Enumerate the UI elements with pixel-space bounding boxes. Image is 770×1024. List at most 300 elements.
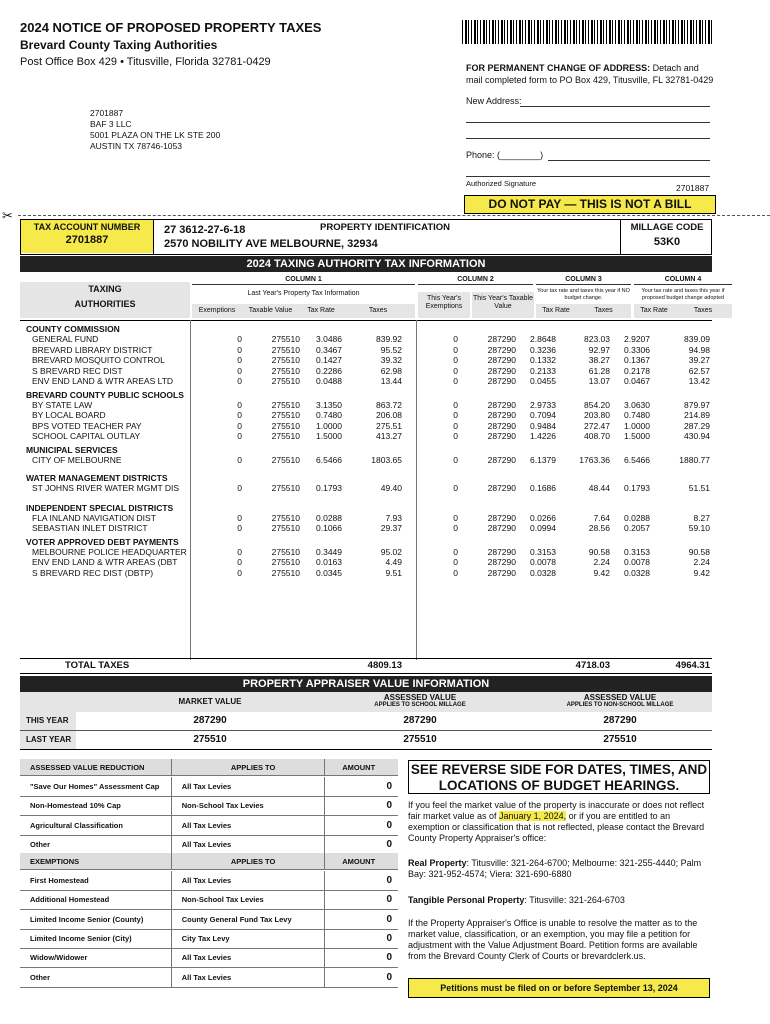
last-year-info-label: Last Year's Property Tax Information <box>247 290 360 297</box>
this-years-taxable-header: This Year's Taxable Value <box>472 292 534 318</box>
reduction-row <box>20 835 398 855</box>
cell-last-taxable: 275510 <box>271 546 300 557</box>
reduction-amount: 0 <box>324 777 398 796</box>
reduction-amount: 0 <box>324 796 398 815</box>
cell-authority: ENV END LAND & WTR AREAS LTD <box>32 376 174 386</box>
cell-this-exemptions: 0 <box>453 512 458 523</box>
detach-line <box>18 215 770 216</box>
cell-authority: ENV END LAND & WTR AREAS (DBT <box>32 557 178 567</box>
cell-this-exemptions: 0 <box>453 557 458 567</box>
cell-last-exemptions: 0 <box>237 355 242 365</box>
cell-last-taxes: 49.40 <box>380 483 402 493</box>
cell-last-taxes: 95.02 <box>380 546 402 557</box>
cell-col4-taxes: 13.42 <box>688 376 710 386</box>
cell-col4-rate: 0.7480 <box>624 410 650 420</box>
signature-line[interactable] <box>466 176 710 177</box>
total-taxes-row <box>20 658 712 674</box>
this-year-school: 287290 <box>403 715 437 726</box>
millage-code: 53K0 <box>653 236 681 248</box>
cell-last-rate: 1.0000 <box>316 420 342 431</box>
cell-last-taxes: 62.98 <box>380 365 402 376</box>
barcode-image <box>462 20 712 44</box>
phone-label: Phone: (________) <box>466 150 544 160</box>
exemption-header-row <box>20 853 398 870</box>
change-of-address-note <box>466 62 716 86</box>
cell-last-rate: 6.5466 <box>316 454 342 465</box>
cell-this-exemptions: 0 <box>453 567 458 578</box>
cell-last-exemptions: 0 <box>237 546 242 557</box>
cell-col4-rate: 0.0078 <box>624 557 650 567</box>
cell-authority: BPS VOTED TEACHER PAY <box>32 420 142 431</box>
cell-col4-taxes: 287.29 <box>684 420 710 431</box>
exemption-label: Other <box>30 972 51 982</box>
last-year-nonschool: 275510 <box>603 734 637 745</box>
scissors-icon: ✂ <box>2 208 13 223</box>
last-year-market: 275510 <box>193 734 227 745</box>
note-para1-before: If you feel the market value of the property is inaccurate or does not reflect fair market value as of <box>408 800 705 821</box>
reduction-row <box>20 796 398 816</box>
this-year-market: 287290 <box>193 715 227 726</box>
phone-line[interactable] <box>548 160 710 161</box>
last-year-row <box>20 731 712 750</box>
cell-last-taxable: 275510 <box>271 523 300 533</box>
group-heading: INDEPENDENT SPECIAL DISTRICTS <box>26 502 174 513</box>
cell-last-taxes: 9.51 <box>385 567 402 578</box>
cell-col3-rate: 1.4226 <box>530 431 556 441</box>
tax-row <box>20 547 712 557</box>
total-col4: 4964.31 <box>675 660 710 671</box>
tax-rate-subheader: Tax Rate <box>307 307 335 314</box>
cell-last-rate: 0.1066 <box>316 523 342 533</box>
reduction-amount: 0 <box>324 816 398 835</box>
cell-this-exemptions: 0 <box>453 365 458 376</box>
cell-col4-taxes: 879.97 <box>684 399 710 410</box>
reverse-side-heading: SEE REVERSE SIDE FOR DATES, TIMES, AND LOCATIONS OF BUDGET HEARINGS. <box>408 760 710 794</box>
mailing-line-1: 2701887 <box>90 108 124 118</box>
cell-col4-rate: 0.0467 <box>624 376 650 386</box>
cell-last-exemptions: 0 <box>237 523 242 533</box>
col4-taxes-subheader: Taxes <box>693 307 713 314</box>
exemption-row <box>20 910 398 930</box>
tax-row <box>20 523 712 533</box>
reduction-label: Agricultural Classification <box>30 820 123 830</box>
cell-this-taxable: 287290 <box>487 523 516 533</box>
cell-this-taxable: 287290 <box>487 399 516 410</box>
tax-row <box>20 431 712 441</box>
cell-last-taxes: 275.51 <box>376 420 402 431</box>
group-heading: BREVARD COUNTY PUBLIC SCHOOLS <box>26 389 184 400</box>
cell-col3-taxes: 9.42 <box>593 567 610 578</box>
exemption-applies-to: All Tax Levies <box>171 948 325 967</box>
note-date-highlight: January 1, 2024, <box>499 811 567 821</box>
cell-col3-taxes: 48.44 <box>588 483 610 493</box>
appraiser-header <box>20 692 712 712</box>
exemption-row <box>20 890 398 910</box>
cell-this-exemptions: 0 <box>453 376 458 386</box>
tax-table-title: 2024 TAXING AUTHORITY TAX INFORMATION <box>20 256 712 272</box>
cell-last-taxes: 39.32 <box>380 355 402 365</box>
cell-col4-rate: 0.0328 <box>624 567 650 578</box>
reduction-applies-to: All Tax Levies <box>171 777 325 796</box>
column-1-label: COLUMN 1 <box>192 276 415 285</box>
mailing-line-3: 5001 PLAZA ON THE LK STE 200 <box>90 130 221 140</box>
cell-col3-taxes: 92.97 <box>588 344 610 355</box>
cell-this-taxable: 287290 <box>487 344 516 355</box>
exemption-row <box>20 948 398 968</box>
column-4-subheaders <box>634 304 732 318</box>
cell-last-taxes: 1803.65 <box>371 454 402 465</box>
exemption-label: Limited Income Senior (County) <box>30 914 144 924</box>
cell-last-taxes: 206.08 <box>376 410 402 420</box>
cell-col4-rate: 0.2057 <box>624 523 650 533</box>
cell-last-exemptions: 0 <box>237 454 242 465</box>
cell-col3-rate: 2.8648 <box>530 334 556 344</box>
cell-col3-rate: 0.1686 <box>530 483 556 493</box>
cell-last-rate: 0.7480 <box>316 410 342 420</box>
exemptions-subheader: Exemptions <box>198 307 236 314</box>
cell-col3-rate: 0.3153 <box>530 546 556 557</box>
reduction-label-header: ASSESSED VALUE REDUCTION <box>30 762 145 772</box>
exemption-applies-to: City Tax Levy <box>171 929 325 948</box>
tax-row <box>20 355 712 365</box>
last-year-school: 275510 <box>403 734 437 745</box>
cell-last-taxes: 95.52 <box>380 344 402 355</box>
assessed-nonschool-header: ASSESSED VALUE <box>583 693 657 702</box>
cell-authority: CITY OF MELBOURNE <box>32 454 122 465</box>
note-para1-after: or if you are entitled to an exemption or classification that is not reflected, please contact the Brevard County Property Appraiser's office: <box>408 811 705 843</box>
column-2-label: COLUMN 2 <box>418 276 533 285</box>
cell-col4-taxes: 94.98 <box>688 344 710 355</box>
cell-authority: BREVARD MOSQUITO CONTROL <box>32 355 165 365</box>
exemption-applies-to-header: APPLIES TO <box>171 853 325 869</box>
do-not-pay-banner: DO NOT PAY — THIS IS NOT A BILL <box>464 195 716 214</box>
group-heading: COUNTY COMMISSION <box>26 324 120 334</box>
cell-authority: GENERAL FUND <box>32 334 99 344</box>
cell-col3-taxes: 13.07 <box>588 376 610 386</box>
col3-tax-rate-subheader: Tax Rate <box>542 307 570 314</box>
cell-authority: BREVARD LIBRARY DISTRICT <box>32 344 153 355</box>
applies-nonschool-label: APPLIES TO NON-SCHOOL MILLAGE <box>566 702 674 708</box>
cell-this-taxable: 287290 <box>487 483 516 493</box>
total-taxes-label: TOTAL TAXES <box>65 660 130 671</box>
cell-last-taxable: 275510 <box>271 557 300 567</box>
cell-last-rate: 1.5000 <box>316 431 342 441</box>
value-adjustment-note: If the Property Appraiser's Office is unable to resolve the matter as to the market value, classification, or an exemption, you may file a petition for adjustment with the Value Adjustment Board. Petition forms are available from the Brevard County Clerk of Courts or brevardclerk.us. <box>408 918 698 961</box>
cell-col4-taxes: 1880.77 <box>679 454 710 465</box>
cell-last-taxes: 29.37 <box>380 523 402 533</box>
cell-col3-rate: 2.9733 <box>530 399 556 410</box>
cell-col3-taxes: 272.47 <box>584 420 610 431</box>
cell-last-rate: 0.3467 <box>316 344 342 355</box>
cell-last-rate: 3.0486 <box>316 334 342 344</box>
cell-last-rate: 0.0345 <box>316 567 342 578</box>
cell-col3-taxes: 61.28 <box>588 365 610 376</box>
assessed-school-header: ASSESSED VALUE <box>383 693 457 702</box>
tax-row <box>20 376 712 386</box>
tax-row <box>20 568 712 578</box>
account-reference: 2701887 <box>676 183 710 193</box>
cell-col4-rate: 0.1793 <box>624 483 650 493</box>
cell-col4-taxes: 51.51 <box>688 483 710 493</box>
last-year-label: LAST YEAR <box>20 731 76 749</box>
cell-authority: FLA INLAND NAVIGATION DIST <box>32 512 156 523</box>
exemption-amount: 0 <box>324 890 398 909</box>
cell-col3-rate: 0.0078 <box>530 557 556 567</box>
taxing-authorities-header <box>20 282 190 318</box>
cell-last-taxes: 863.72 <box>376 399 402 410</box>
cell-authority: ST JOHNS RIVER WATER MGMT DIS <box>32 483 180 493</box>
exemption-amount: 0 <box>324 929 398 948</box>
situs-address: 2570 NOBILITY AVE MELBOURNE, 32934 <box>164 238 378 250</box>
cell-col3-taxes: 38.27 <box>588 355 610 365</box>
this-year-label: THIS YEAR <box>20 712 76 730</box>
cell-col3-taxes: 823.03 <box>584 334 610 344</box>
tax-row <box>20 455 712 465</box>
taxes-subheader: Taxes <box>368 307 388 314</box>
new-address-line-3[interactable] <box>466 138 710 139</box>
cell-last-taxable: 275510 <box>271 454 300 465</box>
cell-col4-rate: 0.2178 <box>624 365 650 376</box>
column-3-subheaders <box>536 304 631 318</box>
tangible-property-contacts <box>408 895 710 906</box>
notice-title: 2024 NOTICE OF PROPOSED PROPERTY TAXES <box>20 20 322 35</box>
cell-last-rate: 0.1793 <box>316 483 342 493</box>
cell-this-taxable: 287290 <box>487 454 516 465</box>
col-sep-2 <box>416 320 417 660</box>
tax-table-header <box>20 272 725 321</box>
cell-col4-rate: 0.0288 <box>624 512 650 523</box>
exemption-applies-to: All Tax Levies <box>171 968 325 987</box>
cell-last-rate: 0.0488 <box>316 376 342 386</box>
cell-authority: MELBOURNE POLICE HEADQUARTER <box>32 546 187 557</box>
exemption-label-header: EXEMPTIONS <box>30 856 80 866</box>
cell-col3-rate: 0.0994 <box>530 523 556 533</box>
exemption-label: Limited Income Senior (City) <box>30 933 132 943</box>
col4-tax-rate-subheader: Tax Rate <box>640 307 668 314</box>
mailing-line-2: BAF 3 LLC <box>90 119 132 129</box>
cell-last-rate: 0.0163 <box>316 557 342 567</box>
cell-last-taxable: 275510 <box>271 512 300 523</box>
cell-authority: S BREVARD REC DIST (DBTP) <box>32 567 154 578</box>
cell-this-taxable: 287290 <box>487 557 516 567</box>
exemption-row <box>20 929 398 949</box>
cell-col3-taxes: 7.64 <box>593 512 610 523</box>
col3-taxes-subheader: Taxes <box>594 307 613 314</box>
new-address-line-2[interactable] <box>466 122 710 123</box>
cell-this-exemptions: 0 <box>453 431 458 441</box>
cell-col3-rate: 0.3236 <box>530 344 556 355</box>
cell-col4-taxes: 2.24 <box>693 557 710 567</box>
exemption-label: Widow/Widower <box>30 953 88 963</box>
account-frame <box>20 219 712 255</box>
cell-last-exemptions: 0 <box>237 410 242 420</box>
tax-row <box>20 557 712 567</box>
cell-col4-taxes: 839.09 <box>684 334 710 344</box>
cell-col4-rate: 1.5000 <box>624 431 650 441</box>
cell-last-rate: 0.2286 <box>316 365 342 376</box>
mailing-line-4: AUSTIN TX 78746-1053 <box>90 141 182 151</box>
cell-col3-rate: 0.0455 <box>530 376 556 386</box>
exemption-applies-to: Non-School Tax Levies <box>171 890 325 909</box>
cell-authority: S BREVARD REC DIST <box>32 365 123 376</box>
cell-last-taxes: 413.27 <box>376 431 402 441</box>
cell-this-exemptions: 0 <box>453 334 458 344</box>
cell-col4-rate: 1.0000 <box>624 420 650 431</box>
cell-col4-taxes: 8.27 <box>693 512 710 523</box>
cell-col3-taxes: 28.56 <box>588 523 610 533</box>
tax-row <box>20 483 712 493</box>
reduction-applies-to-header: APPLIES TO <box>171 759 325 775</box>
exemption-row <box>20 968 398 988</box>
cell-col3-taxes: 90.58 <box>588 546 610 557</box>
cell-col4-rate: 3.0630 <box>624 399 650 410</box>
cell-this-taxable: 287290 <box>487 355 516 365</box>
cell-authority: SEBASTIAN INLET DISTRICT <box>32 523 148 533</box>
cell-last-exemptions: 0 <box>237 365 242 376</box>
cell-col4-taxes: 90.58 <box>688 546 710 557</box>
cell-last-taxes: 4.49 <box>385 557 402 567</box>
cell-last-rate: 0.1427 <box>316 355 342 365</box>
new-address-label: New Address: <box>466 96 522 106</box>
parcel-id: 27 3612-27-6-18 <box>164 224 246 236</box>
cell-col3-taxes: 854.20 <box>584 399 610 410</box>
exemption-amount: 0 <box>324 948 398 967</box>
cell-this-exemptions: 0 <box>453 483 458 493</box>
market-value-header: MARKET VALUE <box>178 697 242 706</box>
col-sep-1 <box>190 320 191 660</box>
cell-this-taxable: 287290 <box>487 365 516 376</box>
reduction-label: Other <box>30 839 51 849</box>
cell-authority: BY LOCAL BOARD <box>32 410 106 420</box>
group-heading: VOTER APPROVED DEBT PAYMENTS <box>26 536 179 547</box>
new-address-line-1[interactable] <box>520 106 710 107</box>
total-col3: 4718.03 <box>575 660 610 671</box>
taxable-value-subheader: Taxable Value <box>248 307 293 314</box>
exemption-row <box>20 871 398 891</box>
group-heading: WATER MANAGEMENT DISTRICTS <box>26 473 168 483</box>
petition-deadline: Petitions must be filed on or before September 13, 2024 <box>408 978 710 998</box>
exemption-applies-to: County General Fund Tax Levy <box>171 910 325 929</box>
cell-last-rate: 0.3449 <box>316 546 342 557</box>
cell-last-taxable: 275510 <box>271 399 300 410</box>
property-identification-label: PROPERTY IDENTIFICATION <box>320 222 451 233</box>
cell-last-taxes: 839.92 <box>376 334 402 344</box>
cell-last-rate: 3.1350 <box>316 399 342 410</box>
exemption-applies-to: All Tax Levies <box>171 871 325 890</box>
this-year-row <box>20 712 712 731</box>
cell-last-taxable: 275510 <box>271 483 300 493</box>
change-of-address-instruction: Detach and mail completed form to PO Box 429, Titusville, FL 32781-0429 <box>466 63 714 85</box>
cell-col3-rate: 0.1332 <box>530 355 556 365</box>
cell-this-exemptions: 0 <box>453 399 458 410</box>
cell-col4-taxes: 62.57 <box>688 365 710 376</box>
tax-row <box>20 345 712 355</box>
millage-label: MILLAGE CODE <box>630 222 704 233</box>
cell-this-exemptions: 0 <box>453 523 458 533</box>
cell-this-taxable: 287290 <box>487 376 516 386</box>
cell-authority: BY STATE LAW <box>32 399 93 410</box>
cell-last-exemptions: 0 <box>237 399 242 410</box>
reduction-row <box>20 777 398 797</box>
tax-table-body <box>20 324 712 656</box>
exemption-label: Additional Homestead <box>30 895 110 905</box>
column-1-subheaders <box>192 304 415 318</box>
exemption-amount: 0 <box>324 910 398 929</box>
cell-this-taxable: 287290 <box>487 431 516 441</box>
mailing-address <box>90 108 220 152</box>
cell-col4-rate: 6.5466 <box>624 454 650 465</box>
cell-last-taxable: 275510 <box>271 365 300 376</box>
tax-account-number: 2701887 <box>65 234 109 246</box>
cell-last-taxable: 275510 <box>271 334 300 344</box>
reduction-amount: 0 <box>324 835 398 854</box>
agency-address: Post Office Box 429 • Titusville, Florida 32781-0429 <box>20 56 271 68</box>
cell-last-taxes: 13.44 <box>380 376 402 386</box>
cell-this-taxable: 287290 <box>487 546 516 557</box>
cell-last-taxable: 275510 <box>271 431 300 441</box>
cell-last-taxable: 275510 <box>271 376 300 386</box>
total-col1: 4809.13 <box>367 660 402 671</box>
cell-this-exemptions: 0 <box>453 410 458 420</box>
tax-row <box>20 410 712 420</box>
reduction-applies-to: All Tax Levies <box>171 835 325 854</box>
tax-account-label: TAX ACCOUNT NUMBER <box>33 222 141 232</box>
cell-authority: SCHOOL CAPITAL OUTLAY <box>32 431 141 441</box>
cell-col4-rate: 0.1367 <box>624 355 650 365</box>
tangible-property-text: : Titusville: 321-264-6703 <box>524 895 625 905</box>
exemption-amount: 0 <box>324 968 398 987</box>
cell-col3-taxes: 203.80 <box>584 410 610 420</box>
tax-row <box>20 513 712 523</box>
cell-col3-rate: 0.0266 <box>530 512 556 523</box>
column-4-label: COLUMN 4 <box>634 276 732 285</box>
cell-last-exemptions: 0 <box>237 376 242 386</box>
cell-col3-rate: 6.1379 <box>530 454 556 465</box>
reduction-applies-to: All Tax Levies <box>171 816 325 835</box>
cell-last-taxable: 275510 <box>271 567 300 578</box>
this-years-exemptions-header: This Year's Exemptions <box>418 292 470 318</box>
cell-col4-rate: 2.9207 <box>624 334 650 344</box>
exemption-amount-header: AMOUNT <box>324 853 398 869</box>
agency-name: Brevard County Taxing Authorities <box>20 38 218 52</box>
tax-row <box>20 421 712 431</box>
this-year-nonschool: 287290 <box>603 715 637 726</box>
cell-this-taxable: 287290 <box>487 567 516 578</box>
reduction-amount-header: AMOUNT <box>324 759 398 775</box>
cell-col4-rate: 0.3306 <box>624 344 650 355</box>
change-of-address-heading: FOR PERMANENT CHANGE OF ADDRESS: <box>466 63 651 73</box>
applies-school-label: APPLIES TO SCHOOL MILLAGE <box>374 702 466 708</box>
cell-last-exemptions: 0 <box>237 344 242 355</box>
cell-col4-taxes: 9.42 <box>693 567 710 578</box>
cell-this-exemptions: 0 <box>453 420 458 431</box>
taxing-header-line-1: TAXING <box>88 284 122 294</box>
cell-col3-taxes: 1763.36 <box>579 454 610 465</box>
market-value-note <box>408 800 710 844</box>
cell-col3-rate: 0.9484 <box>530 420 556 431</box>
cell-last-taxable: 275510 <box>271 410 300 420</box>
cell-this-exemptions: 0 <box>453 344 458 355</box>
reduction-row <box>20 816 398 836</box>
cell-this-taxable: 287290 <box>487 410 516 420</box>
reduction-applies-to: Non-School Tax Levies <box>171 796 325 815</box>
exemption-label: First Homestead <box>30 876 89 885</box>
cell-col3-rate: 0.2133 <box>530 365 556 376</box>
cell-last-exemptions: 0 <box>237 567 242 578</box>
cell-last-exemptions: 0 <box>237 557 242 567</box>
cell-this-exemptions: 0 <box>453 454 458 465</box>
cell-last-exemptions: 0 <box>237 431 242 441</box>
